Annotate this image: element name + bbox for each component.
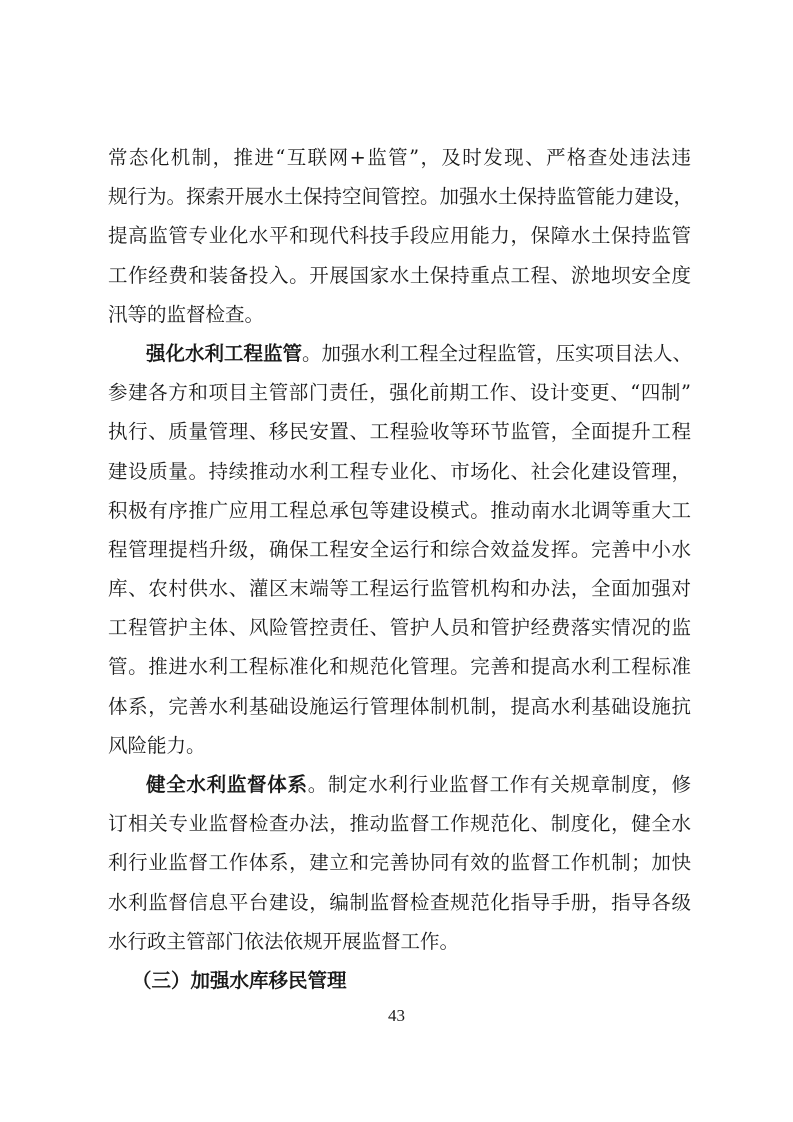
text-line: 水利监督信息平台建设，编制监督检查规范化指导手册，指导各级 [108,890,691,914]
text-line: 工程管护主体、风险管控责任、管护人员和管护经费落实情况的监 [108,616,691,640]
text-line: 汛等的监督检查。 [108,302,265,326]
text-line [108,765,691,804]
text-line [108,334,691,373]
text-line: 参建各方和项目主管部门责任，强化前期工作、设计变更、“四制” [108,381,691,405]
text-line: 风险能力。 [108,733,206,757]
text-line: 管。推进水利工程标准化和规范化管理。完善和提高水利工程标准 [108,655,691,679]
text-line: 积极有序推广应用工程总承包等建设模式。推动南水北调等重大工 [108,498,691,522]
text-line: 规行为。探索开展水土保持空间管控。加强水土保持监管能力建设， [108,185,694,209]
text-span: 。制定水利行业监督工作有关规章制度，修 [307,773,691,796]
text-line: 利行业监督工作体系，建立和完善协同有效的监督工作机制；加快 [108,851,691,875]
text-span: 。加强水利工程全过程监管，压实项目法人、 [302,341,693,365]
text-line: 常态化机制，推进“互联网+监管”，及时发现、严格查处违法违 [108,146,691,169]
document-body [108,138,694,1000]
text-line: 建设质量。持续推动水利工程专业化、市场化、社会化建设管理， [108,459,691,483]
text-line: 执行、质量管理、移民安置、工程验收等环节监管，全面提升工程 [108,420,691,444]
paragraph-supervision-system [108,765,691,961]
paragraph-soil-conservation [108,138,694,334]
text-line: 工作经费和装备投入。开展国家水土保持重点工程、淤地坝安全度 [108,263,691,287]
section-heading: （三）加强水库移民管理 [132,968,347,992]
page-number: 43 [388,1006,405,1025]
paragraph-lead: 强化水利工程监管 [146,341,303,365]
paragraph-project-supervision [108,334,691,765]
paragraph-lead: 健全水利监督体系 [146,773,308,796]
text-line: 订相关专业监督检查办法，推动监督工作规范化、制度化，健全水 [108,812,691,836]
text-line: 库、农村供水、灌区末端等工程运行监管机构和办法，全面加强对 [108,577,691,601]
text-line: 体系，完善水利基础设施运行管理体制机制，提高水利基础设施抗 [108,694,691,718]
text-line: 程管理提档升级，确保工程安全运行和综合效益发挥。完善中小水 [108,537,691,561]
text-line: 提高监管专业化水平和现代科技手段应用能力，保障水土保持监管 [108,224,691,248]
text-line: 水行政主管部门依法依规开展监督工作。 [108,929,460,953]
